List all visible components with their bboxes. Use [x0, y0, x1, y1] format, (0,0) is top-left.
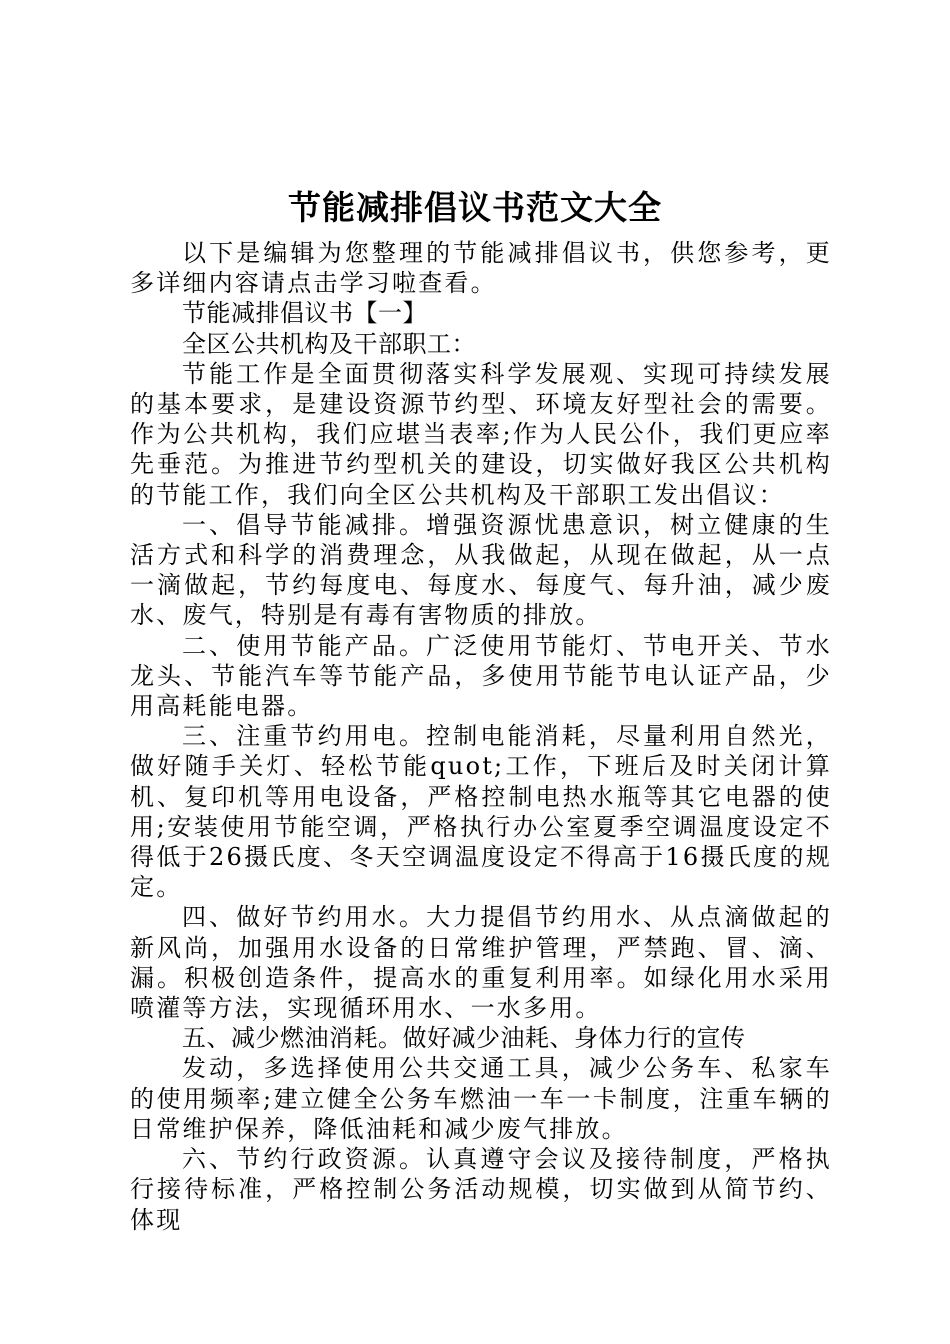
paragraph-item-6: 六、节约行政资源。认真遵守会议及接待制度，严格执行接待标准，严格控制公务活动规模，切实做到从简节约、体现 [130, 1145, 832, 1234]
paragraph-item-5-continued: 发动，多选择使用公共交通工具，减少公务车、私家车的使用频率;建立健全公务车燃油一车一卡制度，注重车辆的日常维护保养，降低油耗和减少废气排放。 [130, 1054, 832, 1143]
paragraph-item-1: 一、倡导节能减排。增强资源忧患意识，树立健康的生活方式和科学的消费理念，从我做起，从现在做起，从一点一滴做起，节约每度电、每度水、每度气、每升油，减少废水、废气，特别是有毒有害物质的排放。 [130, 510, 832, 630]
document-title: 节能减排倡议书范文大全 [288, 188, 662, 227]
paragraph-item-5: 五、减少燃油消耗。做好减少油耗、身体力行的宣传 [182, 1024, 746, 1053]
paragraph-preamble: 节能工作是全面贯彻落实科学发展观、实现可持续发展的基本要求，是建设资源节约型、环境友好型社会的需要。作为公共机构，我们应堪当表率;作为人民公仆，我们更应率先垂范。为推进节约型机关的建设，切实做好我区公共机构的节能工作，我们向全区公共机构及干部职工发出倡议： [130, 359, 832, 509]
paragraph-item-3: 三、注重节约用电。控制电能消耗，尽量利用自然光，做好随手关灯、轻松节能quot;工作，下班后及时关闭计算机、复印机等用电设备，严格控制电热水瓶等其它电器的使用;安装使用节能空调，严格执行办公室夏季空调温度设定不得低于26摄氏度、冬天空调温度设定不得高于16摄氏度的规定。 [130, 722, 832, 902]
paragraph-intro: 以下是编辑为您整理的节能减排倡议书，供您参考，更多详细内容请点击学习啦查看。 [130, 239, 832, 298]
document-body [130, 238, 832, 1235]
paragraph-salutation: 全区公共机构及干部职工： [182, 329, 476, 358]
paragraph-section-heading: 节能减排倡议书【一】 [182, 299, 427, 328]
paragraph-item-4: 四、做好节约用水。大力提倡节约用水、从点滴做起的新风尚，加强用水设备的日常维护管理，严禁跑、冒、滴、漏。积极创造条件，提高水的重复利用率。如绿化用水采用喷灌等方法，实现循环用水、一水多用。 [130, 903, 832, 1023]
paragraph-item-2: 二、使用节能产品。广泛使用节能灯、节电开关、节水龙头、节能汽车等节能产品，多使用节能节电认证产品，少用高耗能电器。 [130, 631, 832, 721]
